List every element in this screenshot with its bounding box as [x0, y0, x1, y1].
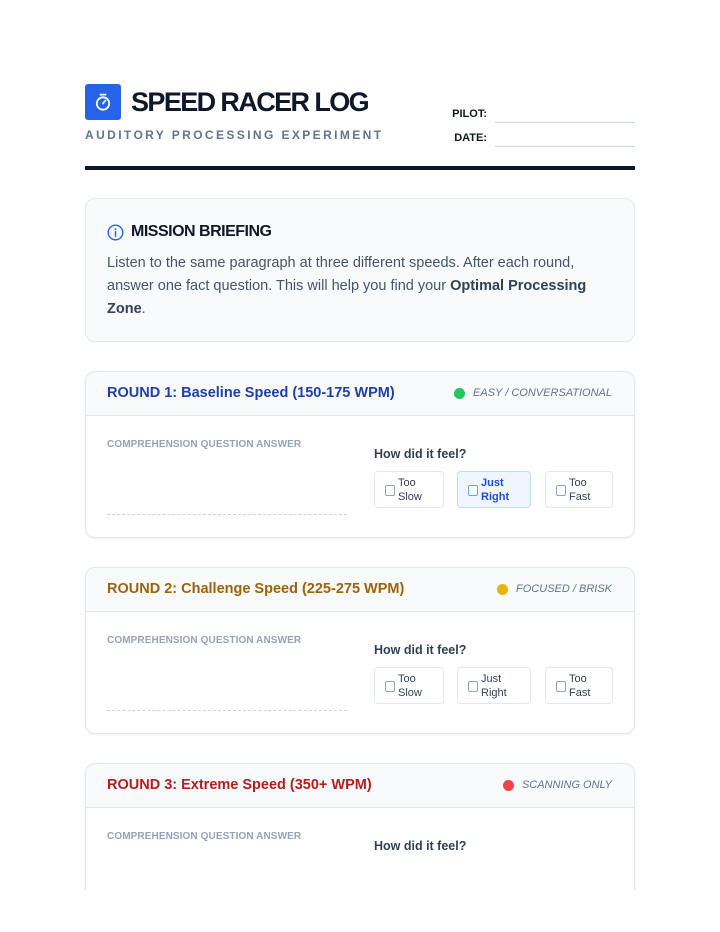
round-header: [86, 764, 634, 808]
option-label: [569, 672, 609, 700]
checkbox[interactable]: [468, 485, 478, 496]
header-divider: [85, 166, 635, 170]
feel-options: [374, 471, 613, 508]
round-title: ROUND 3: Extreme Speed (350+ WPM): [107, 777, 372, 793]
date-label: DATE:: [454, 132, 487, 144]
checkbox[interactable]: [385, 681, 395, 692]
round-header: [86, 568, 634, 612]
pilot-label: PILOT:: [452, 108, 487, 120]
feel-label: How did it feel?: [374, 447, 467, 461]
logo: [85, 84, 121, 120]
option-too-slow[interactable]: [374, 667, 444, 704]
status-dot: [497, 584, 508, 595]
answer-input-line[interactable]: [107, 514, 347, 515]
round-tag: [503, 779, 612, 791]
briefing-text: [107, 252, 612, 321]
checkbox[interactable]: [556, 485, 566, 496]
option-label-line2: Right: [481, 687, 507, 699]
answer-input-line[interactable]: [107, 710, 347, 711]
round-tag-text: EASY / CONVERSATIONAL: [473, 387, 612, 399]
feel-label: How did it feel?: [374, 643, 467, 657]
info-icon: [107, 224, 124, 241]
date-input-line[interactable]: [495, 146, 635, 147]
round-title: ROUND 2: Challenge Speed (225-275 WPM): [107, 581, 405, 597]
pilot-field[interactable]: [453, 104, 635, 124]
round-tag: [497, 583, 612, 595]
option-label: [398, 672, 438, 700]
checkbox[interactable]: [385, 485, 395, 496]
round-header: [86, 372, 634, 416]
round-tag-text: FOCUSED / BRISK: [516, 583, 612, 595]
feel-options: [374, 667, 613, 704]
option-label-line2: Fast: [569, 491, 591, 503]
status-dot: [503, 780, 514, 791]
option-just-right[interactable]: [457, 471, 531, 508]
option-label-line2: Slow: [398, 491, 422, 503]
option-label-line1: Just: [481, 673, 502, 685]
briefing-title: MISSION BRIEFING: [131, 223, 272, 240]
option-label-line1: Too: [569, 673, 587, 685]
option-label-line1: Just: [481, 477, 504, 489]
option-label: [481, 672, 521, 700]
briefing-text-end: .: [141, 301, 146, 317]
round-tag-text: SCANNING ONLY: [521, 779, 612, 791]
round-2-card: [85, 567, 635, 734]
option-too-slow[interactable]: [374, 471, 444, 508]
briefing-text-main: Listen to the same paragraph at three different speeds. After each round, answer one fact question. This will help you find your: [107, 255, 575, 294]
option-label-line1: Too: [569, 477, 587, 489]
option-label-line1: Too: [398, 673, 416, 685]
answer-label: COMPREHENSION QUESTION ANSWER: [107, 831, 302, 842]
status-dot: [454, 388, 465, 399]
page-bottom-margin: [0, 890, 720, 932]
briefing-heading: [107, 223, 271, 241]
checkbox[interactable]: [468, 681, 478, 692]
pilot-input-line[interactable]: [495, 122, 635, 123]
option-label: [481, 476, 521, 504]
option-label: [398, 476, 438, 504]
option-too-fast[interactable]: [545, 471, 613, 508]
answer-label: COMPREHENSION QUESTION ANSWER: [107, 439, 302, 450]
page-title: SPEED RACER LOG: [131, 87, 369, 117]
round-title: ROUND 1: Baseline Speed (150-175 WPM): [107, 385, 395, 401]
round-1-card: [85, 371, 635, 538]
stopwatch-icon: [93, 92, 113, 112]
checkbox[interactable]: [556, 681, 566, 692]
option-label-line2: Fast: [569, 687, 591, 699]
feel-label: How did it feel?: [374, 839, 467, 853]
option-label: [569, 476, 609, 504]
mission-briefing-card: [85, 198, 635, 342]
date-field[interactable]: [453, 128, 635, 148]
page-subtitle: AUDITORY PROCESSING EXPERIMENT: [85, 128, 384, 142]
option-label-line2: Slow: [398, 687, 422, 699]
briefing-text-emphasis: Optimal Processing Zone: [107, 278, 587, 317]
page-header: [85, 84, 635, 170]
option-just-right[interactable]: [457, 667, 531, 704]
answer-label: COMPREHENSION QUESTION ANSWER: [107, 635, 302, 646]
option-too-fast[interactable]: [545, 667, 613, 704]
option-label-line1: Too: [398, 477, 416, 489]
option-label-line2: Right: [481, 491, 510, 503]
round-tag: [454, 387, 612, 399]
